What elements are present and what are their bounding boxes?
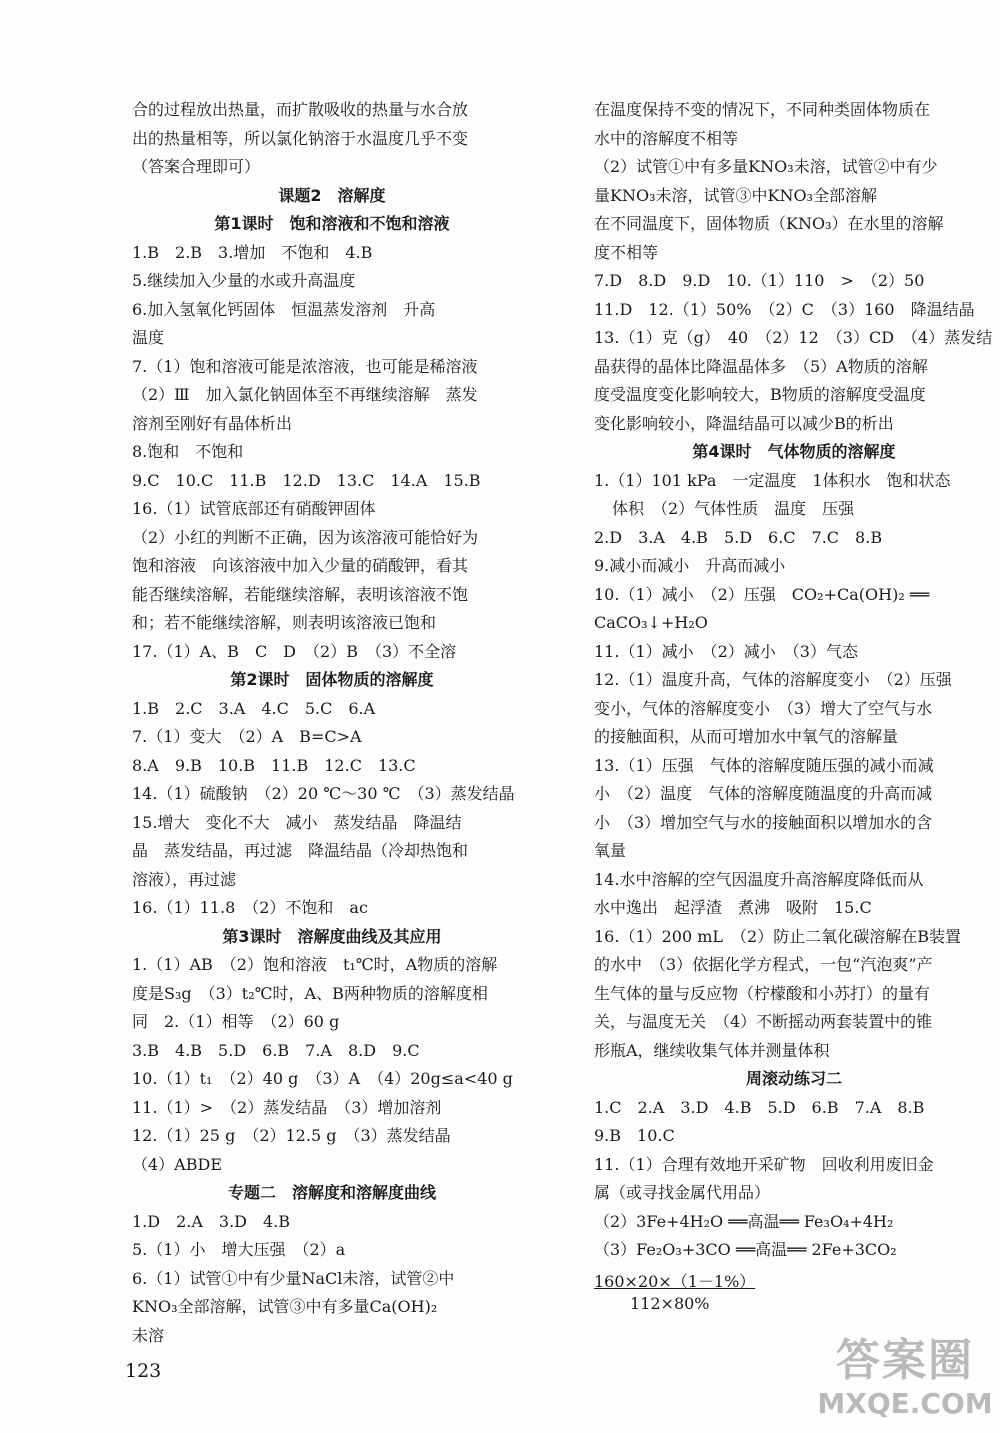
answer-line: 16.（1）11.8 （2）不饱和 ac [132,898,368,917]
answer-line: 17.（1）A、B C D （2）B （3）不全溶 [132,641,457,661]
answer-line: 体积 （2）气体性质 温度 压强 [612,499,855,518]
answer-line: 9.C 10.C 11.B 12.D 13.C 14.A 15.B [132,470,481,490]
answer-line: 生气体的量与反应物（柠檬酸和小苏打）的量有 [594,983,931,1003]
answer-line: 1.B 2.B 3.增加 不饱和 4.B [132,242,373,262]
answer-line: 水中的溶解度不相等 [594,128,739,148]
answer-line: 11.（1）> （2）蒸发结晶 （3）增加溶剂 [132,1097,442,1117]
answer-line: 8.饱和 不饱和 [132,442,244,461]
answer-line: 在不同温度下，固体物质（KNO₃）在水里的溶解 [594,214,944,233]
answer-line: 水中逸出 起浮渣 煮沸 吸附 15.C [594,898,872,917]
answer-line: 的接触面积，从而可增加水中氧气的溶解量 [594,727,899,746]
answer-line: 小 （2）温度 气体的溶解度随温度的升高而减 [594,784,933,803]
answer-line: 小 （3）增加空气与水的接触面积以增加水的含 [594,812,933,832]
answer-line: 1.D 2.A 3.D 4.B [132,1211,291,1231]
answer-line: 14.（1）硫酸钠 （2）20 ℃～30 ℃ （3）蒸发结晶 [132,784,515,803]
answer-line: 同 2.（1）相等 （2）60 g [132,1012,340,1031]
section-heading: 专题二 溶解度和溶解度曲线 [227,1183,436,1202]
answer-line: 1.C 2.A 3.D 4.B 5.D 6.B 7.A 8.B [594,1097,925,1117]
answer-line: （答案合理即可） [132,157,261,176]
answer-line: 8.A 9.B 10.B 11.B 12.C 13.C [132,755,416,775]
answer-line: 的水中 （3）依据化学方程式，一包“汽泡爽”产 [594,955,933,974]
answer-line: 16.（1）试管底部还有硝酸钾固体 [132,499,376,518]
answer-line: 11.（1）合理有效地开采矿物 回收利用废旧金 [594,1154,934,1174]
answer-line: （2）试管①中有多量KNO₃未溶，试管②中有少 [594,157,938,176]
section-heading: 第2课时 固体物质的溶解度 [230,670,434,689]
answer-line: 7.D 8.D 9.D 10.（1）110 > （2）50 [594,271,925,290]
section-heading: 周滚动练习二 [745,1069,842,1088]
page-number: 123 [125,1360,162,1382]
answer-line: 饱和溶液 向该溶液中加入少量的硝酸钾，看其 [132,556,469,575]
answer-line: 晶获得的晶体比降温晶体多 （5）A物质的溶解 [594,356,928,376]
answer-line: （2）3Fe+4H₂O ══高温══ Fe₃O₄+4H₂ [594,1211,894,1231]
section-heading: 第3课时 溶解度曲线及其应用 [222,926,442,946]
answer-line: 属（或寻找金属代用品） [594,1183,771,1202]
section-heading: 课题2 溶解度 [278,185,386,205]
answer-line: 5.继续加入少量的水或升高温度 [132,271,356,290]
answer-line: 度受温度变化影响较大，B物质的溶解度受温度 [594,385,926,404]
answer-line: 12.（1）温度升高，气体的溶解度变小 （2）压强 [594,670,952,689]
answer-line: 11.（1）减小 （2）减小 （3）气态 [594,641,858,661]
section-heading: 第4课时 气体物质的溶解度 [692,442,896,461]
answer-line: 度不相等 [594,242,659,262]
watermark-logo: 答案圈 [836,1335,974,1386]
answer-line: 溶液），再过滤 [132,869,237,889]
answer-line: 形瓶A，继续收集气体并测量体积 [594,1040,830,1060]
answer-line: 12.（1）25 g （2）12.5 g （3）蒸发结晶 [132,1126,451,1145]
answer-line: 量KNO₃未溶，试管③中KNO₃全部溶解 [594,185,877,205]
answer-line: 5.（1）小 增大压强 （2）a [132,1240,346,1259]
answer-line: 变化影响较小，降温结晶可以减少B的析出 [594,413,894,433]
answer-line: 14.水中溶解的空气因温度升高溶解度降低而从 [594,869,924,889]
answer-line: 13.（1）压强 气体的溶解度随压强的减小而减 [594,755,934,775]
answer-line: （4）ABDE [132,1154,223,1174]
answer-line: （2）Ⅲ 加入氯化钠固体至不再继续溶解 蒸发 [132,385,478,404]
answer-line: 1.（1）AB （2）饱和溶液 t₁℃时，A物质的溶解 [132,955,498,974]
fraction-numerator: 160×20×（1－1%） [594,1271,756,1291]
answer-line: 1.B 2.C 3.A 4.C 5.C 6.A [132,698,376,718]
answer-line: 6.加入氢氧化钙固体 恒温蒸发溶剂 升高 [132,299,436,319]
answer-line: 氧量 [594,841,627,860]
right-column [594,96,994,1315]
answer-line: 15.增大 变化不大 减小 蒸发结晶 降温结 [132,812,462,832]
answer-line: 合的过程放出热量，而扩散吸收的热量与水合放 [132,100,469,119]
watermark-url: MXQE.COM [817,1387,993,1420]
answer-line: 3.B 4.B 5.D 6.B 7.A 8.D 9.C [132,1040,420,1060]
fraction-denominator: 112×80% [630,1293,710,1313]
answer-line: 9.B 10.C [594,1126,675,1145]
answer-line: （2）小红的判断不正确，因为该溶液可能恰好为 [132,527,479,547]
answer-line: 度是S₃g （3）t₂℃时，A、B两种物质的溶解度相 [132,983,488,1003]
answer-line: 7.（1）变大 （2）A B=C>A [132,727,362,746]
answer-line: 13.（1）克（g） 40 （2）12 （3）CD （4）蒸发结 [594,328,993,347]
answer-line: 晶 蒸发结晶，再过滤 降温结晶（冷却热饱和 [132,841,469,860]
answer-line: 16.（1）200 mL （2）防止二氧化碳溶解在B装置 [594,926,961,946]
answer-line: 11.D 12.（1）50% （2）C （3）160 降温结晶 [594,299,975,319]
answer-line: 7.（1）饱和溶液可能是浓溶液，也可能是稀溶液 [132,356,478,376]
watermark [815,1335,995,1430]
answer-line: 和；若不能继续溶解，则表明该溶液已饱和 [132,613,437,632]
answer-line: 9.减小而减小 升高而减小 [594,556,786,575]
answer-line: 10.（1）t₁ （2）40 g （3）A （4）20g≤a<40 g [132,1069,513,1088]
answer-line: 能否继续溶解，若能继续溶解，表明该溶液不饱 [132,584,469,604]
answer-line: 出的热量相等，所以氯化钠溶于水温度几乎不变 [132,128,469,148]
answer-line: CaCO₃↓+H₂O [594,613,708,632]
left-column [132,96,532,1350]
answer-line: 1.（1）101 kPa 一定温度 1体积水 饱和状态 [594,470,951,490]
answer-line: （3）Fe₂O₃+3CO ══高温══ 2Fe+3CO₂ [594,1240,897,1259]
answer-line: 溶剂至刚好有晶体析出 [132,413,293,433]
answer-line: 未溶 [132,1325,165,1345]
answer-line: 10.（1）减小 （2）压强 CO₂+Ca(OH)₂ ══ [594,584,930,604]
answer-line: KNO₃全部溶解，试管③中有多量Ca(OH)₂ [132,1297,438,1316]
answer-line: 6.（1）试管①中有少量NaCl未溶，试管②中 [132,1268,455,1288]
answer-line: 关，与温度无关 （4）不断摇动两套装置中的锥 [594,1012,933,1031]
answer-line: 在温度保持不变的情况下，不同种类固体物质在 [594,100,931,119]
answer-line: 温度 [132,328,165,347]
section-heading: 第1课时 饱和溶液和不饱和溶液 [214,214,450,233]
answer-line: 变小，气体的溶解度变小 （3）增大了空气与水 [594,698,933,718]
answer-line: 2.D 3.A 4.B 5.D 6.C 7.C 8.B [594,527,883,547]
